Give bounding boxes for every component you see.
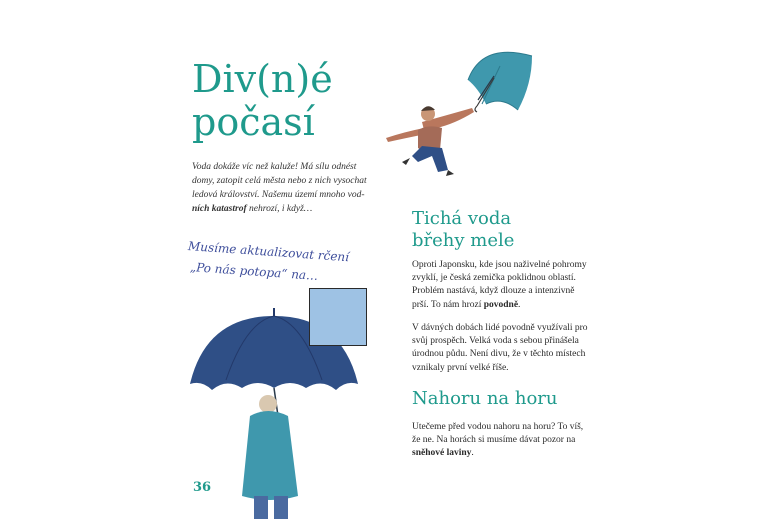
intro-paragraph <box>192 160 372 216</box>
handwritten-line-1: Musíme aktualizovat rčení <box>187 239 350 265</box>
section-heading-tiche-voda <box>412 208 514 252</box>
intro-text: Voda dokáže víc než kaluže! Má sílu odnést domy, zatopit celá města nebo z nich vysochat ledová království. Našemu území mnoho vod- <box>192 162 367 200</box>
page-title-line-2: počasí <box>192 100 315 144</box>
intro-text-end: nehrozí, i když… <box>246 204 313 214</box>
intro-bold-text: ních katastrof <box>192 204 247 214</box>
paragraph-japan-text: Oproti Japonsku, kde jsou naživelné pohromy zvyklí, je česká zemička poklidnou oblastí. Problém nastává, když dlouze a intenzivně prší. To nám hrozí <box>412 260 587 310</box>
bold-floods: povodně <box>483 299 519 310</box>
paragraph-mountains-text: Utečeme před vodou nahoru na horu? To víš, že ne. Na horách si musíme dávat pozor na <box>412 422 584 446</box>
paragraph-mountains <box>412 421 592 461</box>
section-heading-line-2: břehy mele <box>412 230 515 251</box>
paragraph-japan-end: . <box>518 299 521 310</box>
paragraph-japan <box>412 259 592 312</box>
bold-avalanches: sněhové laviny <box>412 448 472 459</box>
section-heading-nahoru: Nahoru na horu <box>412 388 558 409</box>
paragraph-ancient-times: V dávných dobách lidé povodně využívali pro svůj prospěch. Velká voda s sebou přinášela úrodnou půdu. Není divu, že v těchto místech vznikaly první velké říše. <box>412 323 588 373</box>
section-heading-line-1: Tichá voda <box>412 208 512 229</box>
paragraph-mountains-end: . <box>471 448 474 459</box>
handwritten-note <box>187 236 378 283</box>
page-title-line-1: Div(n)é <box>192 57 333 101</box>
page-title <box>192 58 333 144</box>
handwritten-line-2: „Po nás potopa“ na… <box>189 260 319 283</box>
flying-man-illustration <box>382 38 542 193</box>
blue-box <box>309 288 367 346</box>
page-number: 36 <box>193 480 212 495</box>
